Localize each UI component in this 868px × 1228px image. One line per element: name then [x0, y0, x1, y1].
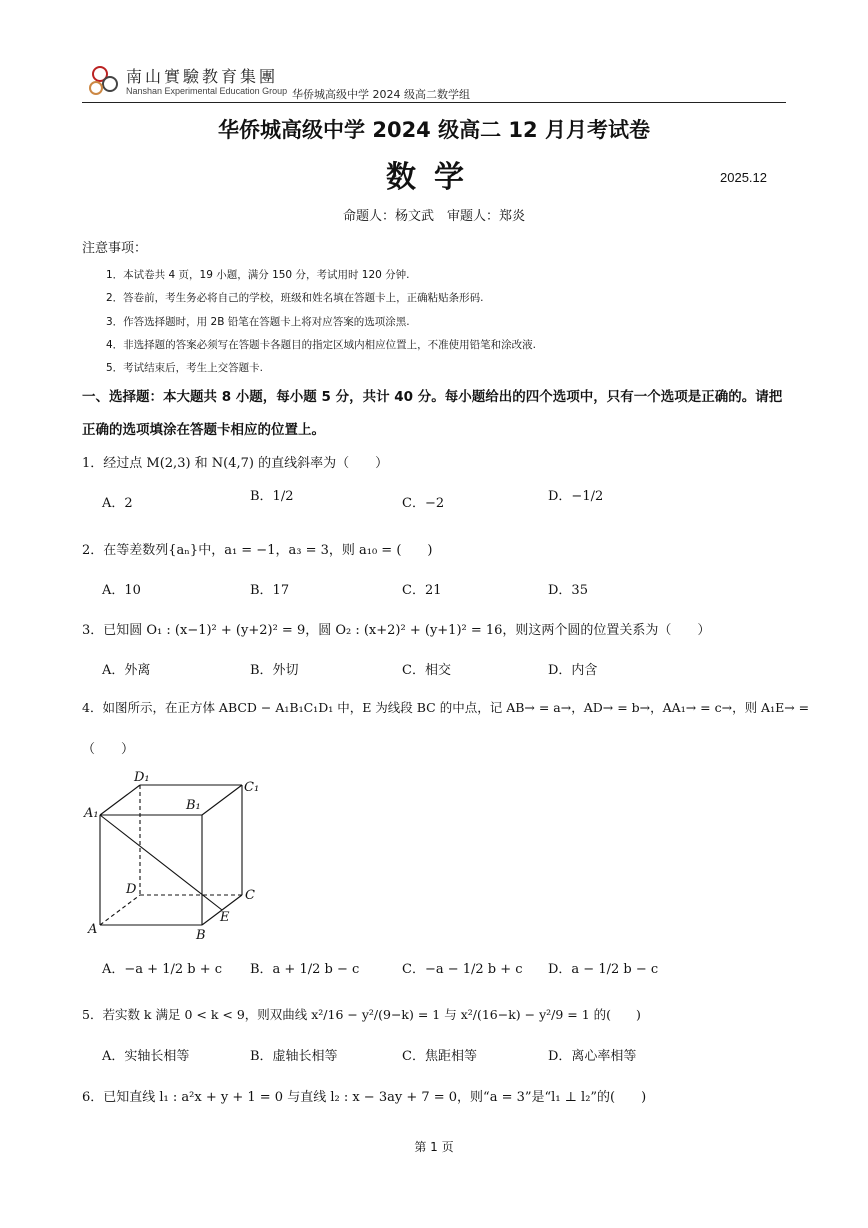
- q1-option-b: B．1/2: [250, 489, 294, 504]
- q5-option-d: D．离心率相等: [548, 1049, 637, 1064]
- label-a: A: [88, 922, 98, 937]
- label-d1: D₁: [134, 770, 150, 785]
- q2-option-b: B．17: [250, 583, 290, 598]
- section-heading: 一、选择题：本大题共 8 小题，每小题 5 分，共计 40 分。每小题给出的四个选项中，只有一个选项是正确的。请把正确的选项填涂在答题卡相应的位置上。: [82, 389, 783, 438]
- q4-option-b: B．a + 1/2 b − c: [250, 962, 360, 977]
- q3-option-b: B．外切: [250, 663, 299, 678]
- note-item: 4．非选择题的答案必须写在答题卡各题目的指定区域内相应位置上，不准使用铅笔和涂改液.: [106, 338, 537, 351]
- header-group: 华侨城高级中学 2024 级高二数学组: [292, 88, 470, 101]
- q2-option-c: C．21: [402, 583, 442, 598]
- question-5-stem: 5．若实数 k 满足 0 < k < 9，则双曲线 x²/16 − y²/(9−k) = 1 与 x²/(16−k) − y²/9 = 1 的( ): [82, 1007, 641, 1022]
- q5-option-c: C．焦距相等: [402, 1049, 477, 1064]
- notes-heading: 注意事项：: [82, 241, 148, 256]
- exam-subject: 数学: [386, 160, 482, 195]
- q1-option-c: C．−2: [402, 496, 445, 511]
- note-item: 1．本试卷共 4 页，19 小题，满分 150 分，考试用时 120 分钟.: [106, 269, 410, 281]
- q1-option-d: D．−1/2: [548, 489, 604, 504]
- exam-date: 2025.12: [720, 170, 767, 185]
- label-d: D: [126, 882, 137, 897]
- exam-title: 华侨城高级中学 2024 级高二 12 月月考试卷: [218, 118, 650, 142]
- q4-option-c: C．−a − 1/2 b + c: [402, 962, 523, 977]
- q5-option-a: A．实轴长相等: [102, 1049, 190, 1064]
- note-item: 5．考试结束后，考生上交答题卡.: [106, 362, 264, 375]
- logo-subtitle: Nanshan Experimental Education Group: [126, 86, 288, 96]
- label-c: C: [245, 888, 255, 903]
- header-divider: [82, 102, 786, 103]
- question-1-stem: 1．经过点 M(2,3) 和 N(4,7) 的直线斜率为（ ）: [82, 456, 389, 471]
- notes-list: [106, 264, 536, 380]
- exam-authors: 命题人：杨文武 审题人：郑炎: [342, 209, 525, 224]
- q5-option-b: B．虚轴长相等: [250, 1049, 338, 1064]
- logo-text: 南山實驗教育集團: [126, 67, 279, 86]
- q3-option-d: D．内含: [548, 663, 598, 678]
- question-2-stem: 2．在等差数列{aₙ}中，a₁ = −1，a₃ = 3，则 a₁₀ = ( ): [82, 543, 433, 558]
- label-a1: A₁: [84, 806, 99, 821]
- note-item: 2．答卷前，考生务必将自己的学校，班级和姓名填在答题卡上，正确粘贴条形码.: [106, 292, 484, 305]
- question-4-stem-tail: （ ）: [82, 742, 135, 757]
- q3-option-a: A．外离: [102, 663, 151, 678]
- label-b1: B₁: [186, 798, 201, 813]
- label-b: B: [196, 928, 206, 943]
- note-item: 3．作答选择题时，用 2B 铅笔在答题卡上将对应答案的选项涂黑.: [106, 315, 410, 328]
- q1-option-a: A．2: [102, 496, 133, 511]
- q4-option-a: A．−a + 1/2 b + c: [102, 962, 223, 977]
- question-3-stem: 3．已知圆 O₁ : (x−1)² + (y+2)² = 9，圆 O₂ : (x+2)² + (y+1)² = 16，则这两个圆的位置关系为（ ）: [82, 623, 711, 638]
- label-c1: C₁: [244, 780, 260, 795]
- q4-option-d: D．a − 1/2 b − c: [548, 962, 659, 977]
- cube-figure: [82, 765, 272, 945]
- question-4-stem: 4．如图所示，在正方体 ABCD − A₁B₁C₁D₁ 中，E 为线段 BC 的中点，记 AB→ = a→，AD→ = b→，AA₁→ = c→，则 A₁E→ =: [82, 700, 810, 715]
- q2-option-d: D．35: [548, 583, 588, 598]
- label-e: E: [220, 910, 230, 925]
- question-6-stem: 6．已知直线 l₁ : a²x + y + 1 = 0 与直线 l₂ : x − 3ay + 7 = 0，则“a = 3”是“l₁ ⊥ l₂”的( ): [82, 1090, 647, 1105]
- q2-option-a: A．10: [102, 583, 141, 598]
- page-number: 第 1 页: [414, 1140, 454, 1154]
- q3-option-c: C．相交: [402, 663, 451, 678]
